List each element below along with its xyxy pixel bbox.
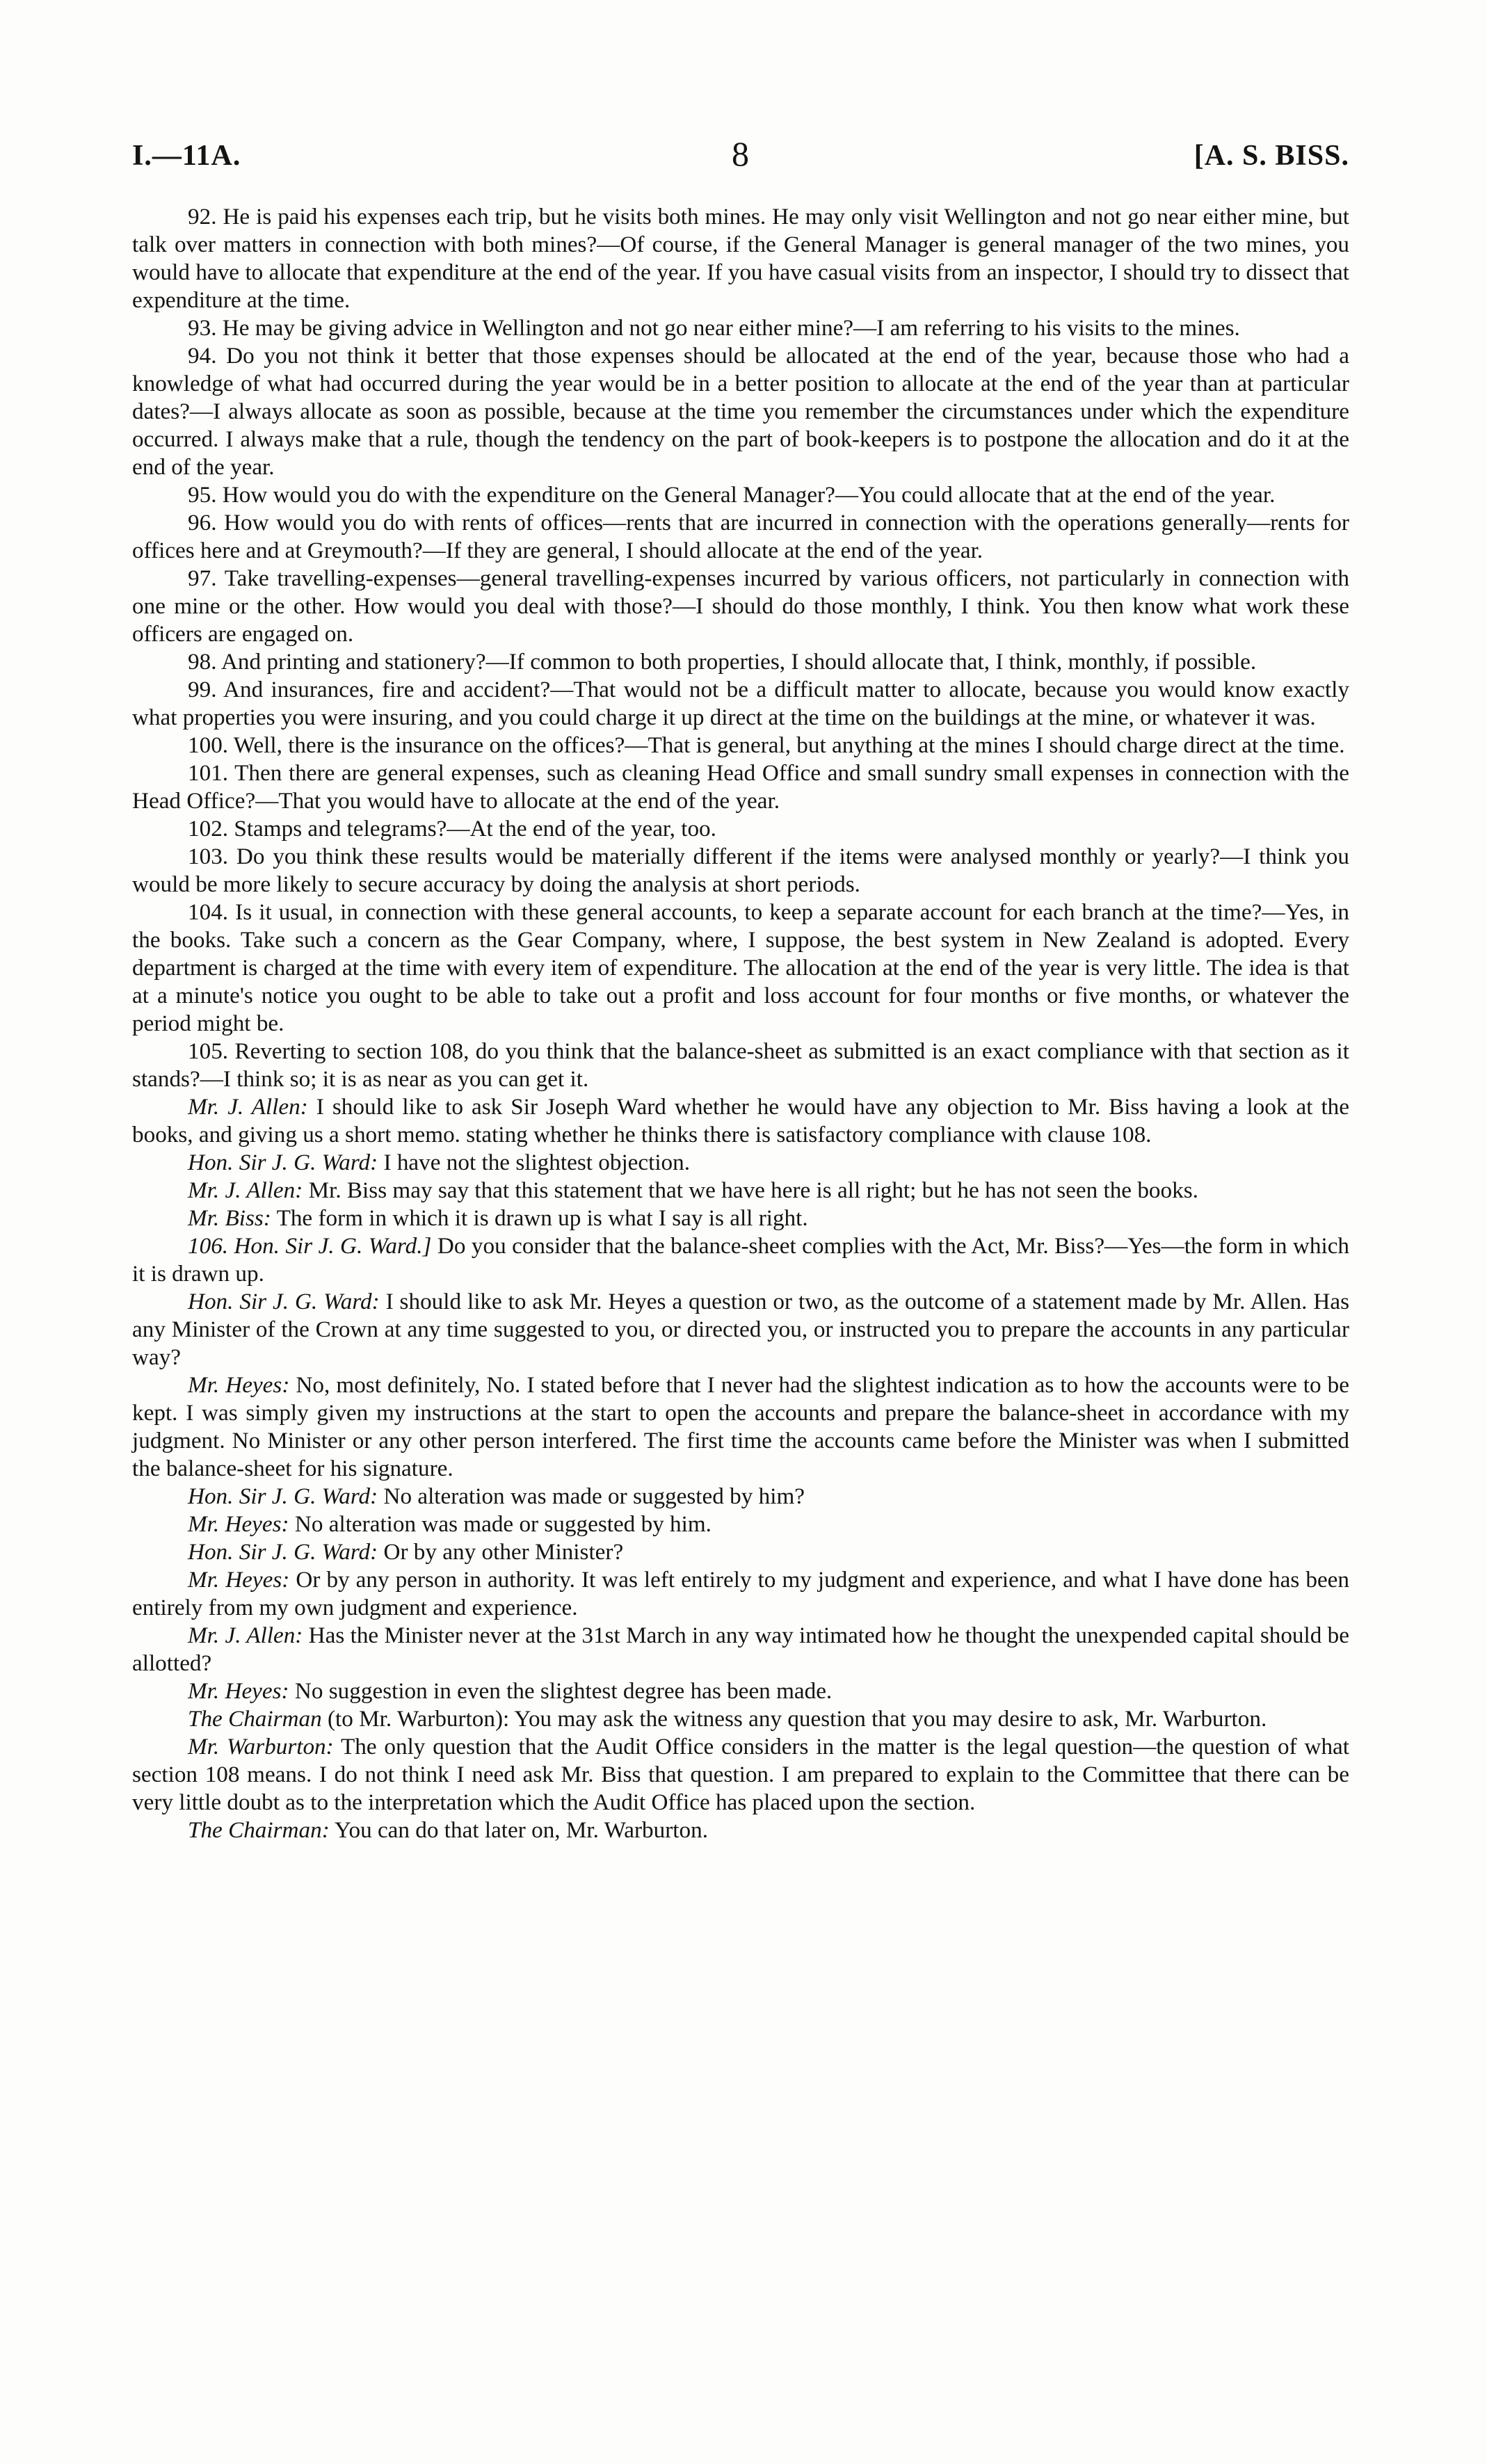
question-paragraph [132,1038,1349,1093]
paragraph-text: Or by any other Minister? [383,1539,624,1565]
question-paragraph [132,565,1349,648]
paragraph-text: 94. Do you not think it better that those expenses should be allocated at the end of the year, because those who had a knowledge of what had occurred during the year would be in a better position to allocate at the end of the year than at particular dates?—I always allocate as soon as possible, because at the time you remember the circumstances under which the expenditure occurred. I always make that a rule, though the tendency on the part of book-keepers is to postpone the allocation and do it at the end of the year. [132,343,1349,480]
paragraph-text: 97. Take travelling-expenses—general travelling-expenses incurred by various officers, not particularly in connection with one mine or the other. How would you deal with those?—I should do those monthly, I think. You then know what work these officers are engaged on. [132,565,1349,647]
paragraph-text: I should like to ask Sir Joseph Ward whether he would have any objection to Mr. Biss having a look at the books, and giving us a short memo. stating whether he thinks there is satisfactory compliance with clause 108. [132,1094,1350,1148]
speech-paragraph [132,1705,1349,1733]
paragraph-text: 100. Well, there is the insurance on the offices?—That is general, but anything at the mines I should charge direct at the time. [188,732,1345,758]
paragraph-text: You can do that later on, Mr. Warburton. [334,1817,708,1843]
question-paragraph [132,843,1349,899]
question-paragraph [132,899,1349,1038]
speaker-name: Hon. Sir J. G. Ward: [188,1539,378,1565]
speaker-name: Mr. J. Allen: [188,1094,308,1120]
question-paragraph [132,314,1349,342]
page-number: 8 [732,134,750,173]
speaker-name: The Chairman: [188,1817,330,1843]
speech-paragraph [132,1677,1349,1705]
paragraph-text: 92. He is paid his expenses each trip, but he visits both mines. He may only visit Wellington and not go near either mine, but talk over matters in connection with both mines?—Of course, if the General Manager is general manager of the two mines, you would have to allocate that expenditure at the end of the year. If you have casual visits from an inspector, I should try to dissect that expenditure at the time. [132,204,1349,313]
paragraph-text: 101. Then there are general expenses, such as cleaning Head Office and small sundry small expenses in connection with the Head Office?—That you would have to allocate at the end of the year. [132,760,1349,814]
paragraph-text: No alteration was made or suggested by him? [383,1483,805,1509]
speech-paragraph [132,1149,1349,1177]
question-paragraph [132,481,1349,509]
speech-paragraph [132,1205,1349,1232]
speaker-name: Mr. Heyes: [188,1511,289,1537]
page-body [132,203,1349,1844]
paragraph-text: I should like to ask Mr. Heyes a question or two, as the outcome of a statement made by Mr. Allen. Has any Minister of the Crown at any time suggested to you, or directed you, or instructed you to prepare the accounts in any particular way? [132,1289,1350,1370]
speech-paragraph [132,1733,1349,1817]
paragraph-text: 95. How would you do with the expenditure on the General Manager?—You could allocate that at the end of the year. [188,482,1276,508]
paragraph-text: Do you consider that the balance-sheet complies with the Act, Mr. Biss?—Yes—the form in which it is drawn up. [132,1233,1350,1287]
paragraph-text: 102. Stamps and telegrams?—At the end of the year, too. [188,816,716,842]
question-paragraph [132,732,1349,759]
speaker-name: Hon. Sir J. G. Ward: [188,1289,380,1314]
speech-paragraph [132,1817,1349,1844]
speech-paragraph [132,1093,1349,1149]
speaker-name: Mr. Biss: [188,1205,271,1231]
paragraph-text: 105. Reverting to section 108, do you think that the balance-sheet as submitted is an exact compliance with that section as it stands?—I think so; it is as near as you can get it. [132,1038,1349,1092]
question-paragraph [132,815,1349,843]
speech-paragraph [132,1232,1349,1288]
paragraph-text: No, most definitely, No. I stated before that I never had the slightest indication as to how the accounts were to be kept. I was simply given my instructions at the start to open the accounts and prepare the balance-sheet in accordance with my judgment. No Minister or any other person interfered. The first time the accounts came before the Minister was when I submitted the balance-sheet for his signature. [132,1372,1350,1481]
question-paragraph [132,203,1349,314]
paragraph-text: 96. How would you do with rents of offices—rents that are incurred in connection with the operations generally—rents for offices here and at Greymouth?—If they are general, I should allocate at the end of the year. [132,510,1349,563]
report-reference: I.—11A. [132,140,241,172]
paragraph-text: The form in which it is drawn up is what I say is all right. [276,1205,808,1231]
speech-paragraph [132,1511,1349,1538]
speech-paragraph [132,1566,1349,1622]
speaker-name: Mr. Heyes: [188,1567,290,1593]
page-header [132,134,1349,181]
speaker-name: Mr. J. Allen: [188,1622,303,1648]
paragraph-text: (to Mr. Warburton): You may ask the witness any question that you may desire to ask, Mr. Warburton. [328,1706,1267,1732]
paragraph-text: 99. And insurances, fire and accident?—That would not be a difficult matter to allocate, because you would know exactly what properties you were insuring, and you could charge it up direct at the time on the buildings at the mine, or whatever it was. [132,677,1349,730]
speech-paragraph [132,1538,1349,1566]
paragraph-text: No alteration was made or suggested by him. [294,1511,712,1537]
paragraph-text: 93. He may be giving advice in Wellington and not go near either mine?—I am referring to his visits to the mines. [188,315,1240,341]
speech-paragraph [132,1288,1349,1371]
speaker-name: Mr. Heyes: [188,1678,289,1704]
paragraph-text: 104. Is it usual, in connection with these general accounts, to keep a separate account for each branch at the time?—Yes, in the books. Take such a concern as the Gear Company, where, I suppose, the best system in New Zealand is adopted. Every department is charged at the time with every item of expenditure. The allocation at the end of the year is very little. The idea is that at a minute's notice you ought to be able to take out a profit and loss account for four months or five months, or whatever the period might be. [132,899,1349,1036]
speaker-name: Mr. Heyes: [188,1372,290,1398]
paragraph-text: Or by any person in authority. It was left entirely to my judgment and experience, and what I have done has been entirely from my own judgment and experience. [132,1567,1350,1620]
speech-paragraph [132,1483,1349,1511]
speaker-name: Hon. Sir J. G. Ward: [188,1150,378,1175]
question-paragraph [132,509,1349,565]
speaker-name: Mr. Warburton: [188,1734,334,1760]
paragraph-text: Has the Minister never at the 31st March in any way intimated how he thought the unexpended capital should be allotted? [132,1622,1349,1676]
question-paragraph [132,676,1349,732]
paragraph-text: Mr. Biss may say that this statement that we have here is all right; but he has not seen the books. [308,1177,1198,1203]
witness-name: [A. S. BISS. [1193,140,1349,172]
question-paragraph [132,342,1349,481]
speaker-name: The Chairman [188,1706,322,1732]
question-paragraph [132,759,1349,815]
speech-paragraph [132,1371,1349,1483]
paragraph-text: The only question that the Audit Office considers in the matter is the legal question—the question of what section 108 means. I do not think I need ask Mr. Biss that question. I am prepared to explain to the Committee that there can be very little doubt as to the interpretation which the Audit Office has placed upon the section. [132,1734,1349,1815]
paragraph-text: I have not the slightest objection. [383,1150,691,1175]
speech-paragraph [132,1622,1349,1677]
paragraph-text: No suggestion in even the slightest degree has been made. [294,1678,833,1704]
speaker-name: Mr. J. Allen: [188,1177,303,1203]
speaker-name: 106. Hon. Sir J. G. Ward.] [188,1233,432,1259]
question-paragraph [132,648,1349,676]
speaker-name: Hon. Sir J. G. Ward: [188,1483,378,1509]
speech-paragraph [132,1177,1349,1205]
paragraph-text: 98. And printing and stationery?—If common to both properties, I should allocate that, I think, monthly, if possible. [188,649,1257,675]
paragraph-text: 103. Do you think these results would be materially different if the items were analysed monthly or yearly?—I think you would be more likely to secure accuracy by doing the analysis at short periods. [132,844,1349,897]
